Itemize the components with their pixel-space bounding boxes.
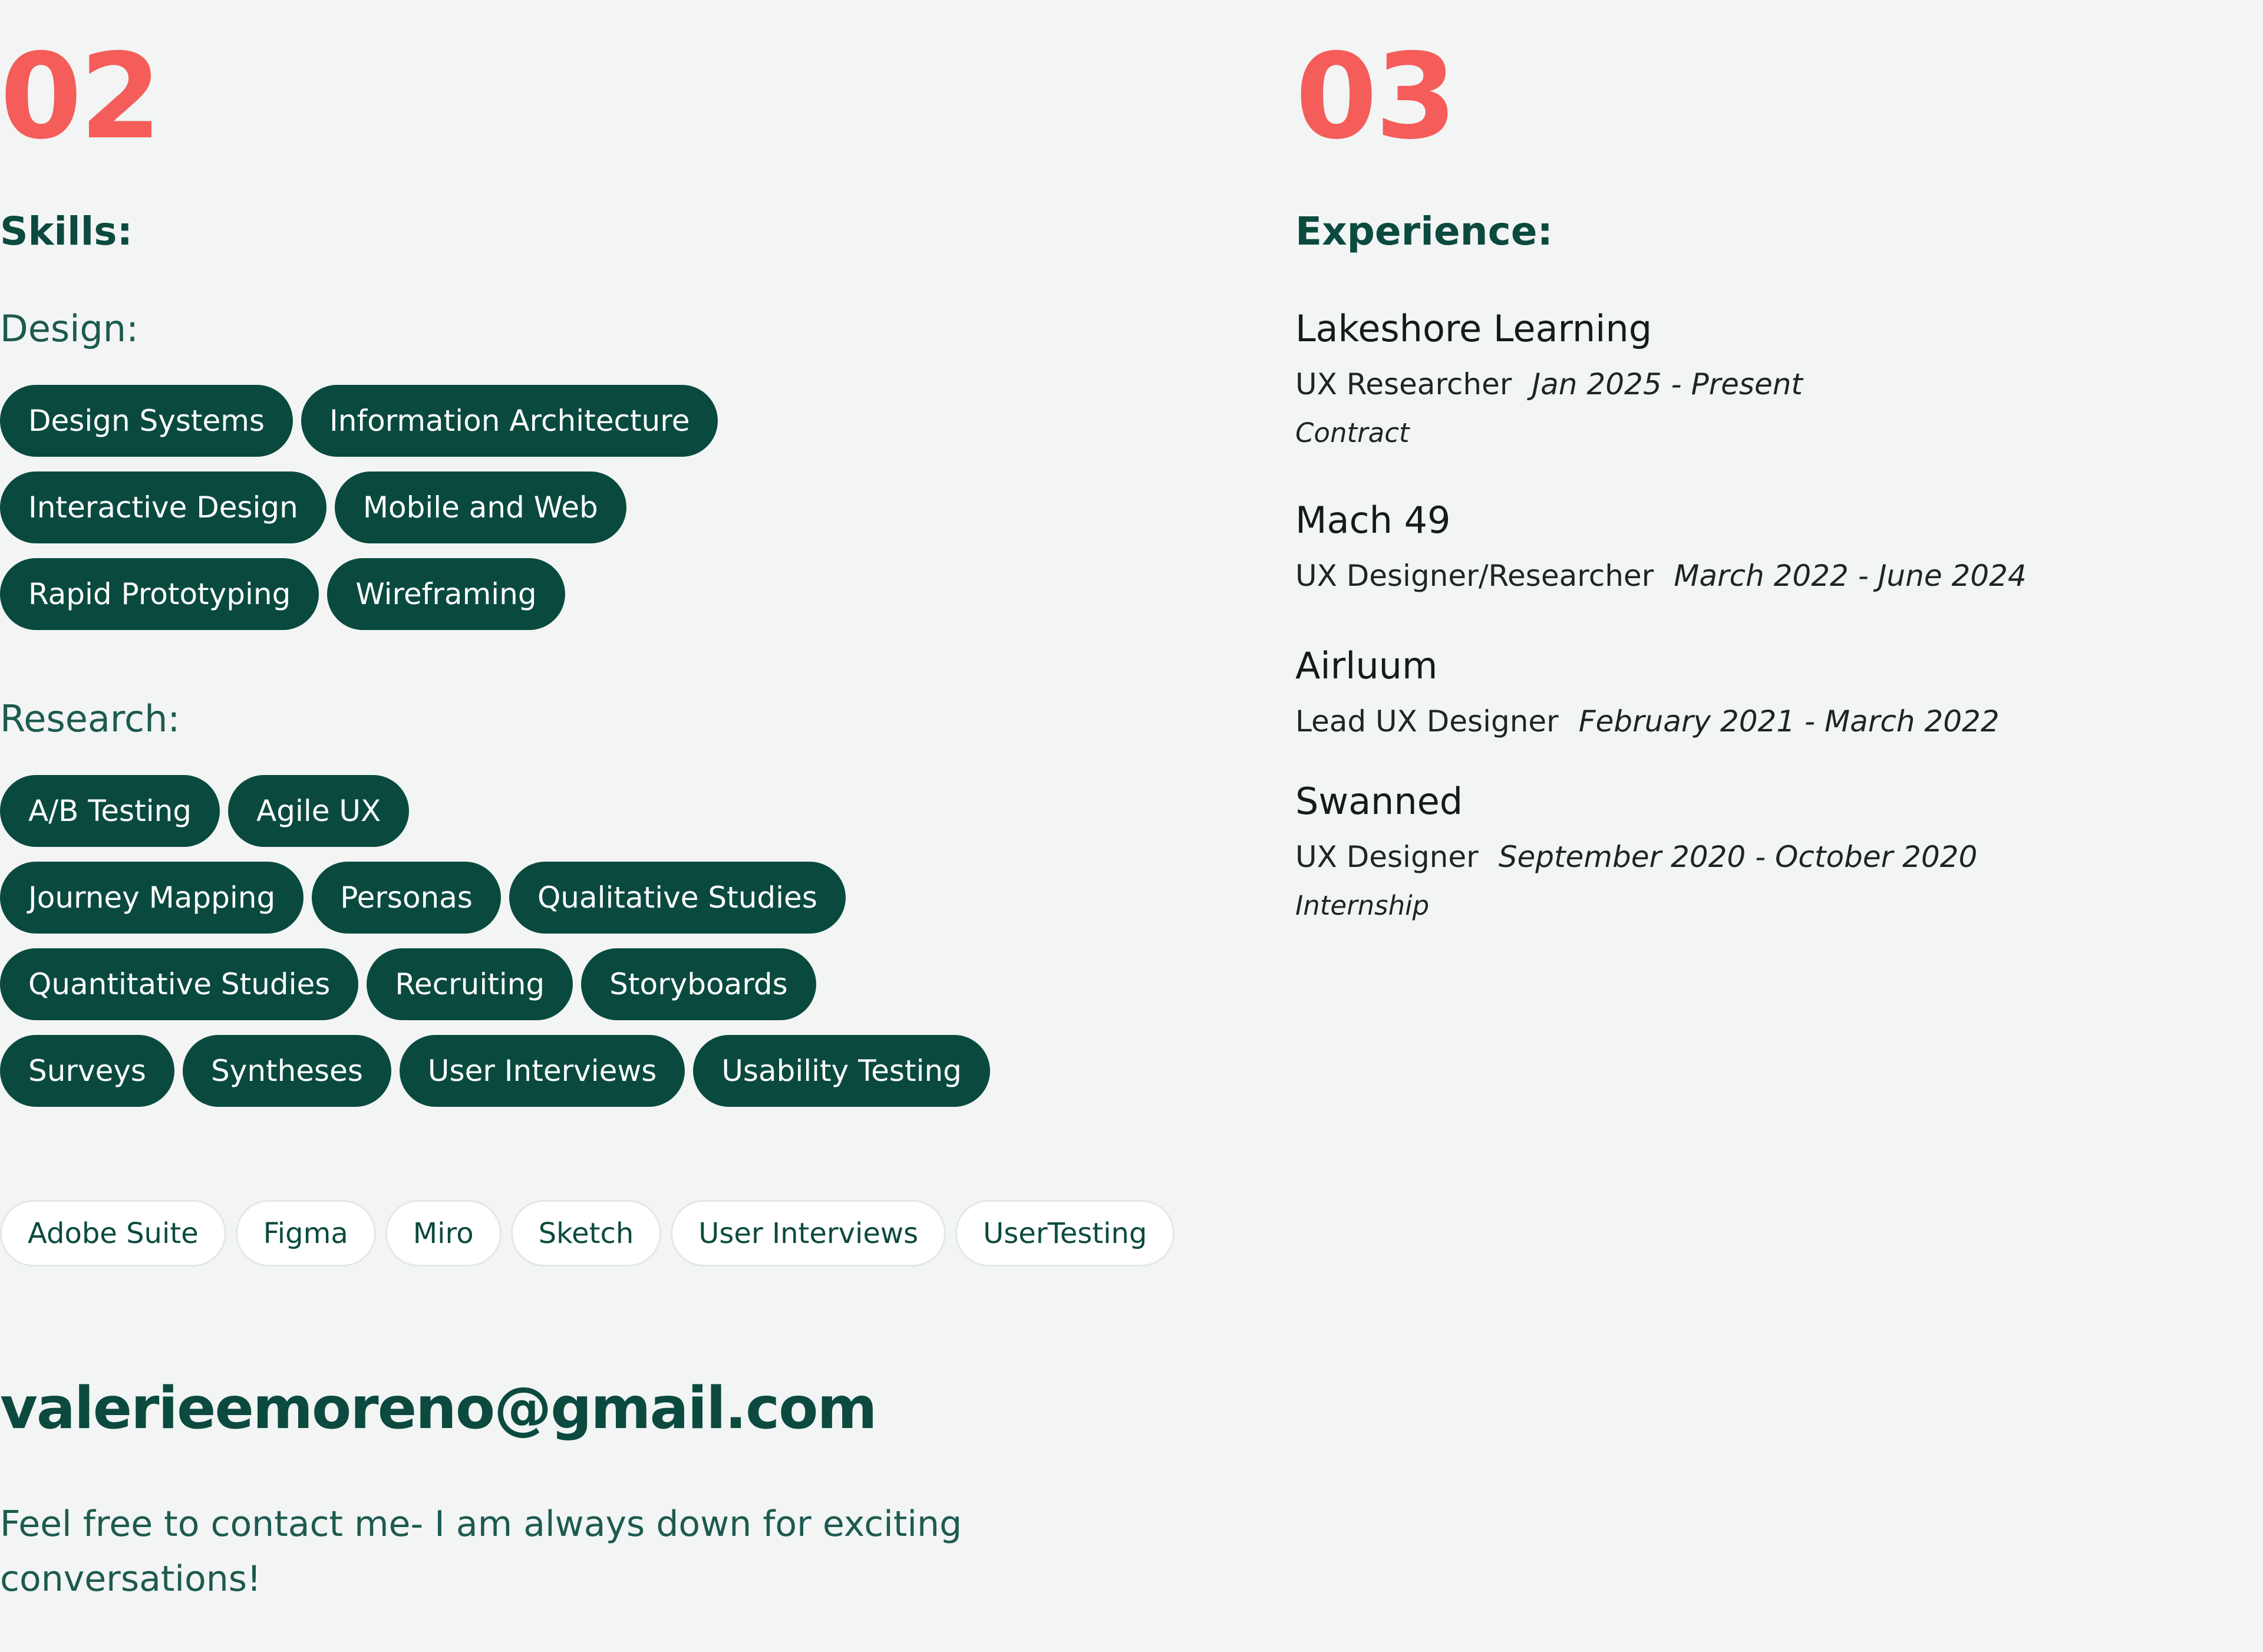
experience-section-number: 03 bbox=[1295, 28, 1455, 166]
job-role: UX Researcher bbox=[1295, 367, 1512, 401]
job-company: Airluum bbox=[1295, 644, 1438, 687]
skill-chip-agile-ux[interactable]: Agile UX bbox=[228, 775, 409, 847]
skill-chip-wireframing[interactable]: Wireframing bbox=[327, 558, 565, 630]
skill-chip-quantitative-studies[interactable]: Quantitative Studies bbox=[0, 948, 358, 1020]
skill-chip-design-systems[interactable]: Design Systems bbox=[0, 385, 293, 457]
skill-chip-personas[interactable]: Personas bbox=[312, 862, 501, 934]
research-chip-row bbox=[0, 1035, 1120, 1107]
design-chip-row bbox=[0, 471, 1120, 543]
research-chip-row bbox=[0, 862, 1120, 934]
job-role: UX Designer/Researcher bbox=[1295, 559, 1654, 593]
job-role: Lead UX Designer bbox=[1295, 704, 1559, 738]
job-dates: February 2021 - March 2022 bbox=[1578, 704, 2000, 738]
tool-chip-adobe-suite[interactable]: Adobe Suite bbox=[0, 1200, 226, 1267]
job-company: Lakeshore Learning bbox=[1295, 307, 1652, 350]
research-skills-label: Research: bbox=[0, 697, 180, 740]
design-skills-label: Design: bbox=[0, 307, 138, 350]
job-role-line bbox=[1295, 548, 2238, 604]
design-chip-row bbox=[0, 558, 1120, 630]
experience-title: Experience: bbox=[1295, 209, 1553, 254]
design-skill-chips bbox=[0, 385, 1120, 645]
skill-chip-usability-testing[interactable]: Usability Testing bbox=[693, 1035, 990, 1107]
skills-title: Skills: bbox=[0, 209, 133, 254]
job-company: Mach 49 bbox=[1295, 499, 1451, 542]
skill-chip-rapid-prototyping[interactable]: Rapid Prototyping bbox=[0, 558, 319, 630]
tool-chip-figma[interactable]: Figma bbox=[236, 1200, 376, 1267]
tool-chips bbox=[0, 1200, 1147, 1267]
tool-chip-sketch[interactable]: Sketch bbox=[511, 1200, 662, 1267]
tool-chip-miro[interactable]: Miro bbox=[385, 1200, 502, 1267]
research-skill-chips bbox=[0, 775, 1120, 1122]
skill-chip-journey-mapping[interactable]: Journey Mapping bbox=[0, 862, 304, 934]
tool-chip-row bbox=[0, 1200, 1147, 1267]
skill-chip-mobile-and-web[interactable]: Mobile and Web bbox=[335, 471, 626, 543]
job-entry-airluum bbox=[1295, 638, 2238, 750]
job-dates: September 2020 - October 2020 bbox=[1498, 840, 1978, 874]
design-chip-row bbox=[0, 385, 1120, 457]
contact-email-link[interactable]: valerieemoreno@gmail.com bbox=[0, 1375, 876, 1442]
job-role-line bbox=[1295, 694, 2238, 750]
skills-section-number: 02 bbox=[0, 28, 160, 166]
skill-chip-surveys[interactable]: Surveys bbox=[0, 1035, 174, 1107]
tool-chip-usertesting[interactable]: UserTesting bbox=[955, 1200, 1175, 1267]
skill-chip-user-interviews[interactable]: User Interviews bbox=[400, 1035, 685, 1107]
skill-chip-syntheses[interactable]: Syntheses bbox=[183, 1035, 391, 1107]
job-dates: March 2022 - June 2024 bbox=[1674, 559, 2027, 593]
job-role-line bbox=[1295, 357, 2238, 413]
job-role: UX Designer bbox=[1295, 840, 1479, 874]
job-entry-lakeshore-learning bbox=[1295, 301, 2238, 454]
skill-chip-ab-testing[interactable]: A/B Testing bbox=[0, 775, 220, 847]
job-role-line bbox=[1295, 829, 2238, 885]
skill-chip-recruiting[interactable]: Recruiting bbox=[367, 948, 573, 1020]
research-chip-row bbox=[0, 948, 1120, 1020]
contact-note: Feel free to contact me- I am always down for exciting conversations! bbox=[0, 1503, 962, 1600]
job-entry-mach-49 bbox=[1295, 492, 2238, 604]
research-chip-row bbox=[0, 775, 1120, 847]
skill-chip-interactive-design[interactable]: Interactive Design bbox=[0, 471, 326, 543]
skill-chip-storyboards[interactable]: Storyboards bbox=[581, 948, 816, 1020]
job-dates: Jan 2025 - Present bbox=[1532, 367, 1803, 401]
job-company: Swanned bbox=[1295, 780, 1463, 823]
job-entry-swanned bbox=[1295, 773, 2238, 926]
skill-chip-information-architecture[interactable]: Information Architecture bbox=[301, 385, 718, 457]
job-type: Internship bbox=[1295, 890, 1430, 921]
skill-chip-qualitative-studies[interactable]: Qualitative Studies bbox=[509, 862, 846, 934]
job-type: Contract bbox=[1295, 417, 1410, 449]
tool-chip-user-interviews[interactable]: User Interviews bbox=[671, 1200, 946, 1267]
